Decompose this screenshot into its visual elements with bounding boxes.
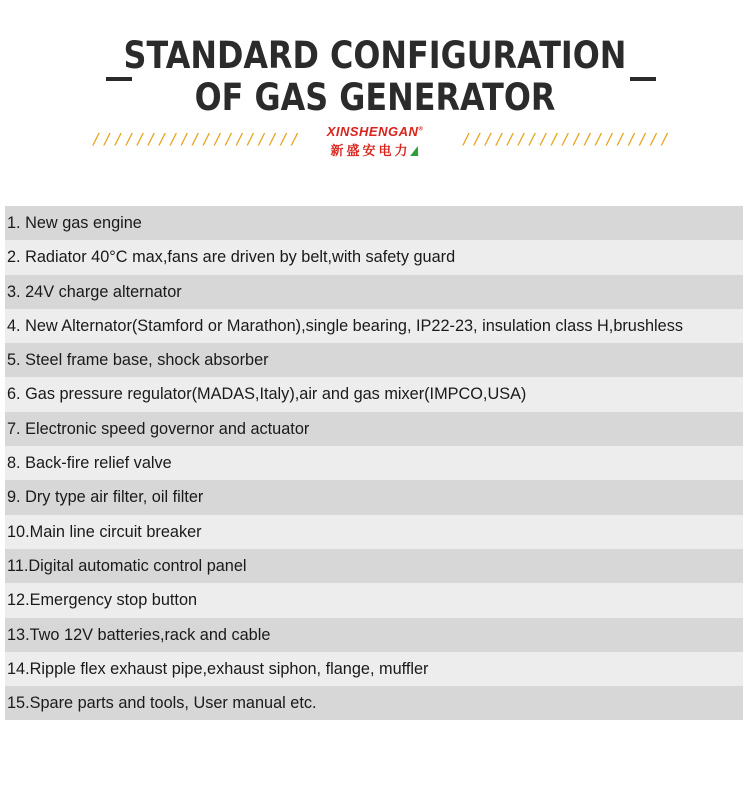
list-item: 6. Gas pressure regulator(MADAS,Italy),air and gas mixer(IMPCO,USA)	[5, 377, 743, 411]
list-item: 2. Radiator 40°C max,fans are driven by belt,with safety guard	[5, 240, 743, 274]
list-item: 9. Dry type air filter, oil filter	[5, 480, 743, 514]
list-item: 3. 24V charge alternator	[5, 275, 743, 309]
list-item: 5. Steel frame base, shock absorber	[5, 343, 743, 377]
list-item: 11.Digital automatic control panel	[5, 549, 743, 583]
registered-mark: ®	[418, 126, 424, 133]
logo-text-cn	[300, 140, 450, 159]
page-title-line-1: STANDARD CONFIGURATION	[123, 34, 627, 77]
page-header	[0, 0, 750, 200]
logo-text-en	[300, 124, 450, 139]
list-item: 1. New gas engine	[5, 206, 743, 240]
decorative-slashes-right: ///////////////////	[462, 130, 672, 148]
decorative-slashes-left: ///////////////////	[92, 130, 302, 148]
list-item: 10.Main line circuit breaker	[5, 515, 743, 549]
list-item: 7. Electronic speed governor and actuator	[5, 412, 743, 446]
list-item: 14.Ripple flex exhaust pipe,exhaust siphon, flange, muffler	[5, 652, 743, 686]
list-item: 12.Emergency stop button	[5, 583, 743, 617]
lightning-bolt-icon	[410, 146, 422, 156]
list-item: 8. Back-fire relief valve	[5, 446, 743, 480]
page-title-line-2: OF GAS GENERATOR	[194, 76, 556, 119]
logo-chinese-name: 新盛安电力	[330, 144, 411, 159]
list-item: 4. New Alternator(Stamford or Marathon),single bearing, IP22-23, insulation class H,brushless	[5, 309, 743, 343]
list-item: 15.Spare parts and tools, User manual etc.	[5, 686, 743, 720]
logo-wordmark: XINSHENGAN	[326, 124, 419, 139]
configuration-list	[5, 206, 743, 720]
brand-logo	[300, 124, 450, 159]
list-item: 13.Two 12V batteries,rack and cable	[5, 618, 743, 652]
